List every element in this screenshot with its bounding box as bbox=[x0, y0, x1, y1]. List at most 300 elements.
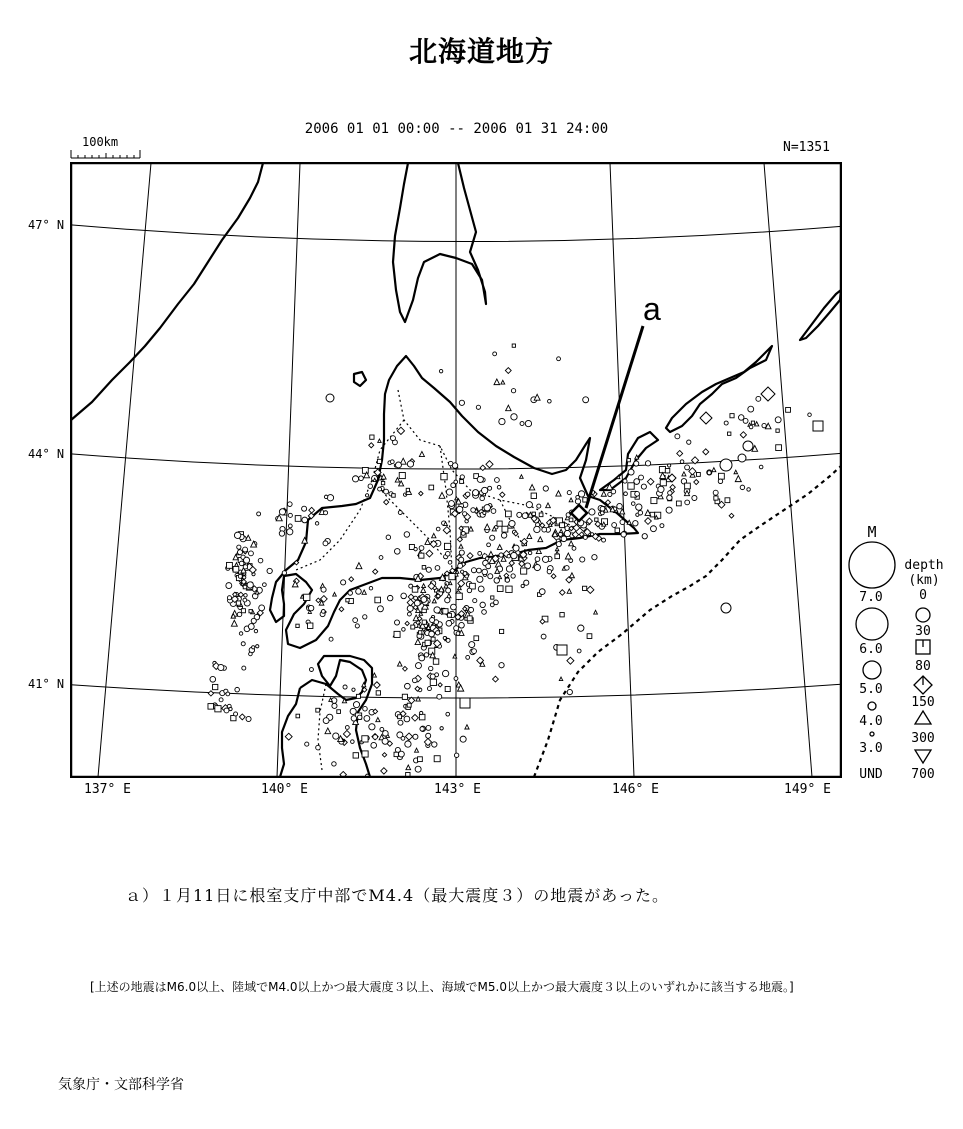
legend-m7-circle bbox=[849, 542, 895, 588]
earthquake-symbol bbox=[234, 712, 238, 716]
earthquake-symbol bbox=[446, 638, 450, 642]
earthquake-symbol bbox=[369, 443, 374, 448]
earthquake-symbol bbox=[251, 618, 256, 623]
earthquake-symbol bbox=[751, 421, 754, 424]
earthquake-symbol bbox=[506, 511, 512, 517]
earthquake-symbol bbox=[390, 460, 394, 464]
earthquake-symbol bbox=[343, 730, 350, 737]
earthquake-symbol bbox=[560, 613, 564, 617]
earthquake-symbol bbox=[551, 574, 556, 579]
earthquake-symbol bbox=[407, 612, 411, 616]
earthquake-symbol bbox=[378, 439, 381, 442]
time-period: 2006 01 01 00:00 -- 2006 01 31 24:00 bbox=[304, 121, 609, 137]
earthquake-symbol bbox=[282, 571, 286, 575]
earthquake-symbol bbox=[416, 697, 420, 701]
earthquake-symbol bbox=[430, 674, 435, 679]
earthquake-symbol bbox=[721, 603, 731, 613]
earthquake-symbol bbox=[738, 415, 743, 420]
earthquake-symbol bbox=[302, 506, 307, 511]
earthquake-symbol bbox=[356, 694, 360, 698]
earthquake-symbol bbox=[587, 586, 594, 593]
earthquake-symbol bbox=[615, 528, 619, 532]
legend-depth-150-triangle bbox=[915, 711, 931, 724]
earthquake-symbol bbox=[267, 568, 272, 573]
earthquake-symbol bbox=[412, 587, 418, 593]
earthquake-symbol bbox=[412, 678, 417, 683]
earthquake-symbol bbox=[239, 561, 244, 566]
earthquake-symbol bbox=[436, 527, 440, 531]
earthquake-symbol bbox=[288, 513, 292, 517]
seismicity-map bbox=[70, 162, 842, 778]
earthquake-symbol bbox=[567, 689, 572, 694]
earthquake-symbol bbox=[237, 550, 242, 555]
earthquake-symbol bbox=[580, 557, 585, 562]
earthquake-symbol bbox=[224, 708, 229, 713]
earthquake-symbol bbox=[539, 513, 543, 517]
earthquake-symbol bbox=[685, 500, 690, 505]
footer-agency: 気象庁・文部科学省 bbox=[58, 1077, 184, 1093]
earthquake-symbol bbox=[434, 756, 440, 762]
earthquake-symbol bbox=[357, 715, 362, 720]
earthquake-symbol bbox=[256, 645, 259, 648]
earthquake-symbol bbox=[421, 597, 427, 603]
legend-m6-label: 6.0 bbox=[859, 642, 883, 657]
earthquake-symbol bbox=[569, 541, 574, 546]
earthquake-symbol bbox=[762, 423, 766, 427]
earthquake-symbol bbox=[406, 488, 409, 491]
earthquake-symbol bbox=[443, 527, 450, 534]
earthquake-symbol bbox=[555, 554, 560, 559]
earthquake-symbol bbox=[229, 707, 232, 710]
earthquake-symbol bbox=[451, 604, 457, 610]
earthquake-symbol bbox=[333, 592, 337, 596]
earthquake-symbol bbox=[454, 626, 459, 631]
earthquake-symbol bbox=[459, 544, 463, 548]
earthquake-symbol bbox=[696, 472, 700, 476]
earthquake-symbol bbox=[521, 584, 524, 587]
earthquake-symbol bbox=[682, 472, 686, 476]
earthquake-symbol bbox=[602, 538, 606, 542]
earthquake-symbol bbox=[432, 742, 437, 747]
earthquake-symbol bbox=[425, 539, 430, 544]
earthquake-symbol bbox=[402, 694, 407, 699]
earthquake-symbol bbox=[543, 486, 548, 491]
scale-bar bbox=[70, 148, 142, 160]
earthquake-symbol bbox=[233, 566, 239, 572]
earthquake-symbol bbox=[507, 554, 510, 557]
earthquake-symbol bbox=[647, 478, 654, 485]
earthquake-symbol bbox=[556, 542, 561, 547]
earthquake-symbol bbox=[329, 637, 333, 641]
earthquake-symbol bbox=[532, 512, 535, 515]
earthquake-symbol bbox=[482, 487, 488, 493]
earthquake-symbol bbox=[431, 637, 435, 641]
earthquake-symbol bbox=[432, 533, 436, 537]
earthquake-symbol bbox=[569, 573, 574, 578]
earthquake-symbol bbox=[398, 511, 402, 515]
earthquake-symbol bbox=[208, 704, 214, 710]
earthquake-symbol bbox=[362, 467, 368, 473]
earthquake-symbol bbox=[559, 590, 565, 596]
earthquake-symbol bbox=[243, 565, 247, 569]
earthquake-symbol bbox=[382, 753, 386, 757]
earthquake-symbol bbox=[440, 727, 443, 730]
earthquake-symbol bbox=[408, 594, 414, 600]
earthquake-symbol bbox=[480, 496, 485, 501]
earthquake-symbol bbox=[219, 698, 223, 702]
earthquake-symbol bbox=[743, 441, 753, 451]
earthquake-symbol bbox=[307, 623, 312, 628]
earthquake-symbol bbox=[728, 432, 731, 435]
earthquake-symbol bbox=[391, 436, 396, 441]
earthquake-symbol bbox=[645, 518, 652, 525]
earthquake-symbol bbox=[735, 476, 741, 482]
earthquake-symbol bbox=[506, 566, 512, 572]
earthquake-symbol bbox=[398, 751, 404, 757]
earthquake-symbol bbox=[243, 598, 247, 602]
earthquake-symbol bbox=[419, 714, 425, 720]
earthquake-symbol bbox=[747, 488, 751, 492]
legend-magnitude-title: M bbox=[867, 523, 877, 541]
earthquake-symbol bbox=[246, 716, 251, 721]
lon-label-140: 140° E bbox=[261, 782, 308, 797]
page-title: 北海道地方 bbox=[408, 35, 554, 68]
earthquake-symbol bbox=[238, 574, 242, 578]
earthquake-symbol bbox=[627, 458, 630, 461]
earthquake-symbol bbox=[528, 551, 532, 555]
earthquake-symbol bbox=[506, 586, 512, 592]
earthquake-symbol bbox=[231, 620, 237, 626]
earthquake-symbol bbox=[703, 449, 709, 455]
earthquake-symbol bbox=[419, 553, 424, 558]
earthquake-symbol bbox=[305, 742, 309, 746]
earthquake-symbol bbox=[583, 498, 587, 502]
earthquake-symbol bbox=[362, 736, 368, 742]
earthquake-symbol bbox=[660, 524, 664, 528]
earthquake-symbol bbox=[235, 563, 239, 567]
earthquake-symbol bbox=[463, 572, 467, 576]
earthquake-symbol bbox=[426, 733, 431, 738]
earthquake-symbol bbox=[749, 425, 753, 429]
earthquake-symbol bbox=[634, 479, 640, 485]
earthquake-symbol bbox=[452, 463, 457, 468]
earthquake-symbol bbox=[707, 471, 711, 475]
earthquake-symbol bbox=[494, 379, 500, 385]
earthquake-symbol bbox=[469, 527, 473, 531]
earthquake-symbol bbox=[404, 532, 410, 538]
earthquake-symbol bbox=[309, 507, 315, 513]
earthquake-symbol bbox=[285, 733, 292, 740]
earthquake-symbol bbox=[316, 745, 321, 750]
lat-label-47: 47° N bbox=[28, 218, 65, 232]
earthquake-symbol bbox=[341, 580, 346, 585]
earthquake-symbol bbox=[208, 691, 213, 696]
earthquake-symbol bbox=[368, 484, 372, 488]
earthquake-symbol bbox=[304, 594, 310, 600]
earthquake-symbol bbox=[337, 710, 341, 714]
earthquake-symbol bbox=[601, 491, 606, 496]
earthquake-symbol bbox=[325, 728, 331, 734]
earthquake-symbol bbox=[502, 526, 508, 532]
lon-label-137: 137° E bbox=[84, 782, 131, 797]
earthquake-symbol bbox=[535, 557, 540, 562]
earthquake-symbol bbox=[645, 461, 650, 466]
earthquake-symbol bbox=[668, 464, 671, 467]
earthquake-symbol bbox=[666, 507, 672, 513]
earthquake-symbol bbox=[461, 531, 465, 535]
earthquake-symbol bbox=[474, 636, 479, 641]
earthquake-symbol bbox=[473, 599, 477, 603]
earthquake-symbol bbox=[349, 577, 354, 582]
earthquake-symbol bbox=[365, 494, 368, 497]
earthquake-symbol bbox=[660, 480, 666, 486]
earthquake-symbol bbox=[490, 603, 494, 607]
earthquake-symbol bbox=[439, 369, 442, 372]
earthquake-symbol bbox=[478, 551, 482, 555]
earthquake-symbol bbox=[511, 552, 517, 558]
earthquake-symbol bbox=[476, 405, 480, 409]
earthquake-symbol bbox=[743, 418, 748, 423]
earthquake-symbol bbox=[435, 631, 439, 635]
earthquake-symbol bbox=[403, 666, 408, 671]
earthquake-symbol bbox=[525, 420, 531, 426]
earthquake-symbol bbox=[659, 467, 665, 473]
earthquake-symbol bbox=[493, 352, 497, 356]
earthquake-symbol bbox=[448, 561, 452, 565]
earthquake-symbol bbox=[302, 517, 308, 523]
legend-m4-circle bbox=[868, 702, 876, 710]
earthquake-symbol bbox=[667, 495, 672, 500]
earthquake-symbol bbox=[477, 576, 483, 582]
earthquake-symbol bbox=[469, 642, 475, 648]
earthquake-symbol bbox=[724, 421, 728, 425]
earthquake-symbol bbox=[233, 555, 238, 560]
earthquake-symbol bbox=[456, 593, 462, 599]
earthquake-symbol bbox=[243, 547, 248, 552]
earthquake-symbol bbox=[687, 440, 691, 444]
earthquake-symbol bbox=[374, 682, 381, 689]
earthquake-symbol bbox=[352, 476, 358, 482]
legend-m5-label: 5.0 bbox=[859, 682, 883, 697]
earthquake-symbol bbox=[433, 659, 438, 664]
earthquake-symbol bbox=[438, 683, 442, 687]
earthquake-symbol bbox=[369, 724, 375, 730]
earthquake-symbol bbox=[755, 422, 759, 426]
earthquake-symbol bbox=[381, 474, 386, 479]
earthquake-symbol bbox=[258, 558, 263, 563]
earthquake-symbol bbox=[738, 454, 746, 462]
earthquake-symbol bbox=[700, 412, 712, 424]
earthquake-symbol bbox=[497, 485, 501, 489]
earthquake-symbol bbox=[422, 620, 426, 624]
legend-depth-0-circle bbox=[916, 608, 930, 622]
earthquake-symbol bbox=[486, 461, 493, 468]
earthquake-symbol bbox=[323, 718, 329, 724]
earthquake-symbol bbox=[226, 583, 232, 589]
earthquake-symbol bbox=[460, 698, 470, 708]
earthquake-symbol bbox=[353, 702, 359, 708]
earthquake-symbol bbox=[248, 624, 254, 630]
earthquake-symbol bbox=[621, 532, 626, 537]
earthquake-symbol bbox=[394, 549, 400, 555]
earthquake-symbol bbox=[668, 491, 672, 495]
earthquake-symbol bbox=[720, 459, 732, 471]
earthquake-symbol bbox=[399, 472, 405, 478]
earthquake-symbol bbox=[641, 484, 646, 489]
earthquake-symbol bbox=[394, 631, 400, 637]
earthquake-symbol bbox=[500, 492, 505, 497]
earthquake-symbol bbox=[534, 564, 540, 570]
earthquake-symbol bbox=[675, 434, 680, 439]
earthquake-symbol bbox=[444, 543, 450, 549]
earthquake-symbol bbox=[377, 606, 383, 612]
earthquake-symbol bbox=[623, 479, 627, 483]
legend-depth-unit: (km) bbox=[908, 573, 940, 588]
lat-label-44: 44° N bbox=[28, 447, 65, 461]
earthquake-symbol bbox=[692, 495, 697, 500]
earthquake-symbol bbox=[397, 427, 404, 434]
earthquake-symbol bbox=[441, 473, 447, 479]
earthquake-symbol bbox=[505, 368, 511, 374]
earthquake-symbol bbox=[244, 594, 247, 597]
earthquake-symbol bbox=[430, 618, 435, 623]
earthquake-symbol bbox=[680, 460, 684, 464]
earthquake-symbol bbox=[467, 588, 471, 592]
legend-depth-30-label: 30 bbox=[915, 624, 931, 639]
earthquake-symbol bbox=[420, 727, 424, 731]
earthquake-symbol bbox=[527, 534, 532, 539]
selection-criteria-note: [上述の地震はM6.0以上、陸域でM4.0以上かつ最大震度３以上、海域でM5.0以上かつ最大震度３以上のいずれかに該当する地震。] bbox=[90, 980, 794, 994]
earthquake-symbol bbox=[346, 599, 349, 602]
earthquake-symbol bbox=[491, 596, 494, 599]
earthquake-symbol bbox=[447, 613, 451, 617]
earthquake-symbol bbox=[241, 642, 245, 646]
legend-depth-title: depth bbox=[904, 558, 944, 573]
earthquake-symbol bbox=[537, 504, 541, 508]
earthquake-symbol bbox=[546, 503, 551, 508]
earthquake-symbol bbox=[520, 422, 524, 426]
earthquake-symbol bbox=[466, 492, 470, 496]
earthquake-symbol bbox=[259, 605, 265, 611]
earthquake-symbol bbox=[493, 676, 499, 682]
earthquake-symbol bbox=[480, 465, 485, 470]
earthquake-symbol bbox=[539, 589, 545, 595]
earthquake-symbol bbox=[363, 615, 367, 619]
legend-depth-150-label: 150 bbox=[911, 695, 935, 710]
earthquake-symbol bbox=[394, 752, 398, 756]
earthquake-symbol bbox=[414, 600, 420, 606]
earthquake-symbol bbox=[387, 595, 392, 600]
earthquake-symbol bbox=[718, 473, 724, 479]
earthquake-symbol bbox=[226, 692, 230, 696]
earthquake-symbol bbox=[414, 547, 417, 550]
earthquake-symbol bbox=[594, 610, 598, 614]
earthquake-symbol bbox=[262, 583, 266, 587]
earthquake-symbol bbox=[497, 586, 503, 592]
earthquake-symbol bbox=[429, 666, 433, 670]
earthquake-symbol bbox=[756, 396, 761, 401]
legend-depth-700-label: 700 bbox=[911, 767, 935, 782]
earthquake-symbol bbox=[569, 518, 573, 522]
earthquake-symbol bbox=[454, 480, 458, 484]
earthquake-symbol bbox=[355, 624, 359, 628]
legend-depth-0-label: 0 bbox=[919, 588, 927, 603]
earthquake-symbol bbox=[459, 400, 464, 405]
earthquake-symbol bbox=[467, 616, 472, 621]
earthquake-symbol bbox=[569, 498, 573, 502]
earthquake-symbol bbox=[718, 479, 722, 483]
earthquake-symbol bbox=[548, 399, 552, 403]
earthquake-symbol bbox=[407, 703, 411, 707]
earthquake-symbol bbox=[351, 740, 355, 744]
earthquake-symbol bbox=[247, 582, 253, 588]
legend-depth-80-label: 80 bbox=[915, 659, 931, 674]
earthquake-symbol bbox=[759, 465, 763, 469]
earthquake-symbol bbox=[486, 564, 491, 569]
earthquake-symbol bbox=[748, 406, 754, 412]
earthquake-symbol bbox=[665, 468, 669, 472]
event-a-note: ａ）１月11日に根室支庁中部でM4.4（最大震度３）の地震があった。 bbox=[125, 886, 670, 905]
lon-label-149: 149° E bbox=[784, 782, 831, 797]
legend-m3-label: 3.0 bbox=[859, 741, 883, 756]
earthquake-symbol bbox=[316, 708, 320, 712]
earthquake-symbol bbox=[642, 534, 647, 539]
earthquake-symbol bbox=[567, 657, 574, 664]
earthquake-symbol bbox=[376, 718, 380, 722]
earthquake-symbol bbox=[460, 480, 464, 484]
earthquake-symbol bbox=[685, 465, 690, 470]
earthquake-symbol bbox=[227, 596, 231, 600]
earthquake-symbol bbox=[485, 557, 488, 560]
earthquake-symbol bbox=[392, 494, 396, 498]
earthquake-symbol bbox=[465, 725, 469, 729]
earthquake-symbol bbox=[712, 468, 716, 472]
earthquake-symbol bbox=[478, 586, 484, 592]
earthquake-symbol bbox=[509, 560, 514, 565]
lat-label-41: 41° N bbox=[28, 677, 65, 691]
earthquake-symbol bbox=[469, 607, 474, 612]
earthquake-symbol bbox=[511, 389, 515, 393]
earthquake-symbol bbox=[556, 491, 561, 496]
earthquake-symbol bbox=[482, 569, 488, 575]
earthquake-symbol bbox=[239, 632, 242, 635]
earthquake-symbol bbox=[323, 541, 328, 546]
earthquake-symbol bbox=[449, 574, 455, 580]
earthquake-symbol bbox=[685, 483, 691, 489]
earthquake-symbol bbox=[466, 655, 470, 659]
earthquake-symbol bbox=[213, 684, 218, 689]
earthquake-symbol bbox=[288, 524, 292, 528]
earthquake-symbol bbox=[567, 589, 571, 593]
earthquake-symbol bbox=[333, 733, 339, 739]
earthquake-symbol bbox=[471, 508, 476, 513]
earthquake-symbol bbox=[740, 432, 746, 438]
earthquake-symbol bbox=[363, 706, 368, 711]
earthquake-symbol bbox=[714, 496, 718, 500]
earthquake-symbol bbox=[633, 521, 638, 526]
earthquake-symbol bbox=[235, 687, 240, 692]
earthquake-symbol bbox=[456, 632, 460, 636]
event-a-label: a bbox=[643, 291, 661, 327]
earthquake-symbol bbox=[332, 703, 337, 708]
earthquake-symbol bbox=[370, 435, 374, 439]
earthquake-symbol bbox=[295, 516, 301, 522]
earthquake-symbol bbox=[343, 685, 347, 689]
earthquake-symbol bbox=[725, 498, 730, 503]
earthquake-symbol bbox=[559, 677, 562, 680]
earthquake-symbol bbox=[243, 585, 247, 589]
earthquake-symbol bbox=[689, 468, 696, 475]
